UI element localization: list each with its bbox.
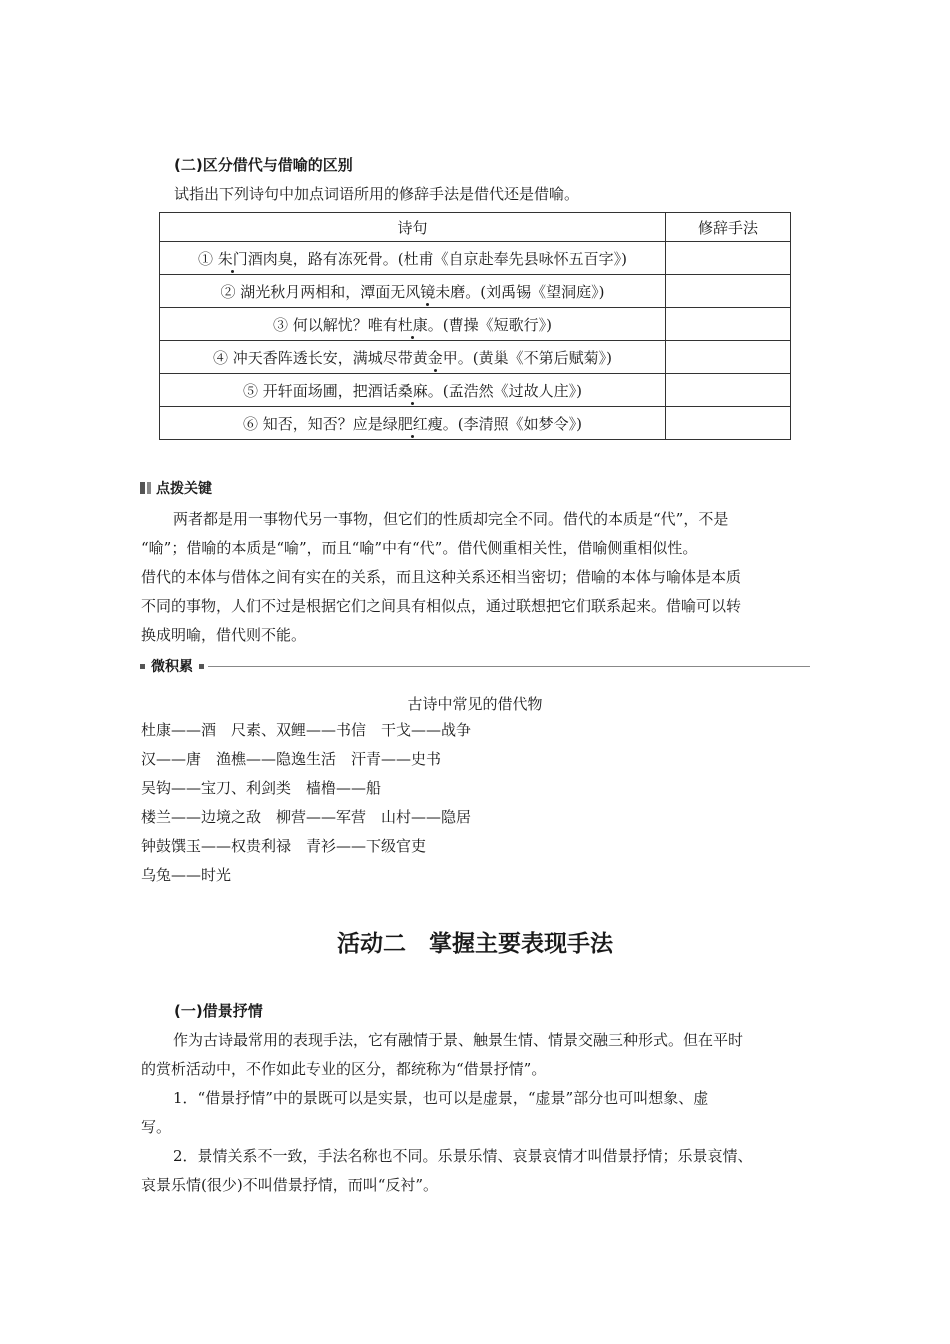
marked-word: 绿肥红瘦 <box>382 414 443 433</box>
body-line: 2．景情关系不一致，手法名称也不同。乐景乐情、哀景哀情才叫借景抒情；乐景哀情、 <box>173 1147 753 1165</box>
key-points-body <box>141 505 821 650</box>
table-row <box>160 242 791 275</box>
key-line: 两者都是用一事物代另一事物，但它们的性质却完全不同。借代的本质是“代”，不是 <box>173 510 729 528</box>
body-line: 1．“借景抒情”中的景既可以是实景，也可以是虚景，“虚景”部分也可叫想象、虚 <box>173 1089 709 1107</box>
poem-cell <box>160 341 666 374</box>
table-row <box>160 341 791 374</box>
table-row <box>160 374 791 407</box>
poem-post: 酒肉臭，路有冻死骨。(杜甫《自京赴奉先县咏怀五百字》) <box>247 249 628 268</box>
list-item: 楼兰——边境之敌 柳营——军营 山村——隐居 <box>141 808 472 826</box>
poem-pre: 知否，知否？应是 <box>262 414 383 433</box>
poem-cell <box>160 275 666 308</box>
header-poem: 诗句 <box>160 213 666 242</box>
poem-cell <box>160 374 666 407</box>
poem-post: 。(李清照《如梦令》) <box>442 414 583 433</box>
table-header-row <box>160 213 791 242</box>
body-line: 哀景乐情(很少)不叫借景抒情，而叫“反衬”。 <box>141 1176 439 1194</box>
poem-pre: 开轩面场圃，把酒话 <box>262 381 398 400</box>
metonymy-list <box>141 716 471 890</box>
key-line: 借代的本体与借体之间有实在的关系，而且这种关系还相当密切；借喻的本体与喻体是本质 <box>141 568 742 586</box>
key-line: “喻”；借喻的本质是“喻”，而且“喻”中有“代”。借代侧重相关性，借喻侧重相似性。 <box>141 539 698 557</box>
answer-cell[interactable] <box>666 242 791 275</box>
poem-post: 。(黄巢《不第后赋菊》) <box>457 348 613 367</box>
answer-cell[interactable] <box>666 374 791 407</box>
micro-title: 古诗中常见的借代物 <box>407 695 543 713</box>
answer-cell[interactable] <box>666 407 791 440</box>
list-item: 汉——唐 渔樵——隐逸生活 汗青——史书 <box>141 750 442 768</box>
poem-post: 未磨。(刘禹锡《望洞庭》) <box>435 282 605 301</box>
key-points-label: 点拨关键 <box>156 481 212 497</box>
row-number: ⑥ <box>242 414 258 433</box>
square-icon <box>199 664 204 669</box>
row-number: ② <box>220 282 236 301</box>
row-number: ⑤ <box>242 381 258 400</box>
poem-pre: 冲天香阵透长安，满城尽带 <box>232 348 413 367</box>
answer-cell[interactable] <box>666 341 791 374</box>
poem-post: 。(孟浩然《过故人庄》) <box>427 381 583 400</box>
row-number: ③ <box>272 315 288 334</box>
poem-pre: 湖光秋月两相和，潭面无风 <box>240 282 421 301</box>
body-line: 的赏析活动中，不作如此专业的区分，都统称为“借景抒情”。 <box>141 1060 547 1078</box>
marked-word: 朱门 <box>217 249 248 268</box>
table-row <box>160 308 791 341</box>
divider <box>208 666 810 667</box>
key-line: 换成明喻，借代则不能。 <box>141 626 307 644</box>
body-line: 写。 <box>141 1118 172 1136</box>
activity-title: 活动二 掌握主要表现手法 <box>337 931 613 957</box>
poem-post: 。(曹操《短歌行》) <box>427 315 553 334</box>
header-device: 修辞手法 <box>666 213 791 242</box>
list-item: 乌兔——时光 <box>141 866 232 884</box>
instruction-text: 试指出下列诗句中加点词语所用的修辞手法是借代还是借喻。 <box>174 185 580 203</box>
key-points-heading <box>140 478 212 498</box>
poem-pre: 何以解忧？唯有 <box>292 315 398 334</box>
micro-header <box>140 656 810 676</box>
rhetoric-table <box>159 212 791 440</box>
poem-cell <box>160 242 666 275</box>
marked-word: 杜康 <box>397 315 428 334</box>
list-item: 吴钩——宝刀、利剑类 樯橹——船 <box>141 779 382 797</box>
row-number: ④ <box>212 348 228 367</box>
row-number: ① <box>197 249 213 268</box>
key-line: 不同的事物，人们不过是根据它们之间具有相似点，通过联想把它们联系起来。借喻可以转 <box>141 597 742 615</box>
marked-word: 镜 <box>420 282 436 301</box>
answer-cell[interactable] <box>666 275 791 308</box>
section-heading: (二)区分借代与借喻的区别 <box>174 156 353 174</box>
poem-cell <box>160 407 666 440</box>
table-row <box>160 407 791 440</box>
table-row <box>160 275 791 308</box>
micro-label: 微积累 <box>151 659 193 675</box>
activity-sub-heading: (一)借景抒情 <box>174 1002 263 1020</box>
marked-word: 桑麻 <box>397 381 428 400</box>
list-item: 杜康——酒 尺素、双鲤——书信 干戈——战争 <box>141 721 472 739</box>
answer-cell[interactable] <box>666 308 791 341</box>
body-line: 作为古诗最常用的表现手法，它有融情于景、触景生情、情景交融三种形式。但在平时 <box>173 1031 744 1049</box>
bookmark-icon <box>140 482 151 494</box>
activity-body <box>141 1026 821 1200</box>
square-icon <box>140 664 145 669</box>
poem-cell <box>160 308 666 341</box>
marked-word: 黄金甲 <box>412 348 458 367</box>
list-item: 钟鼓馔玉——权贵利禄 青衫——下级官吏 <box>141 837 427 855</box>
